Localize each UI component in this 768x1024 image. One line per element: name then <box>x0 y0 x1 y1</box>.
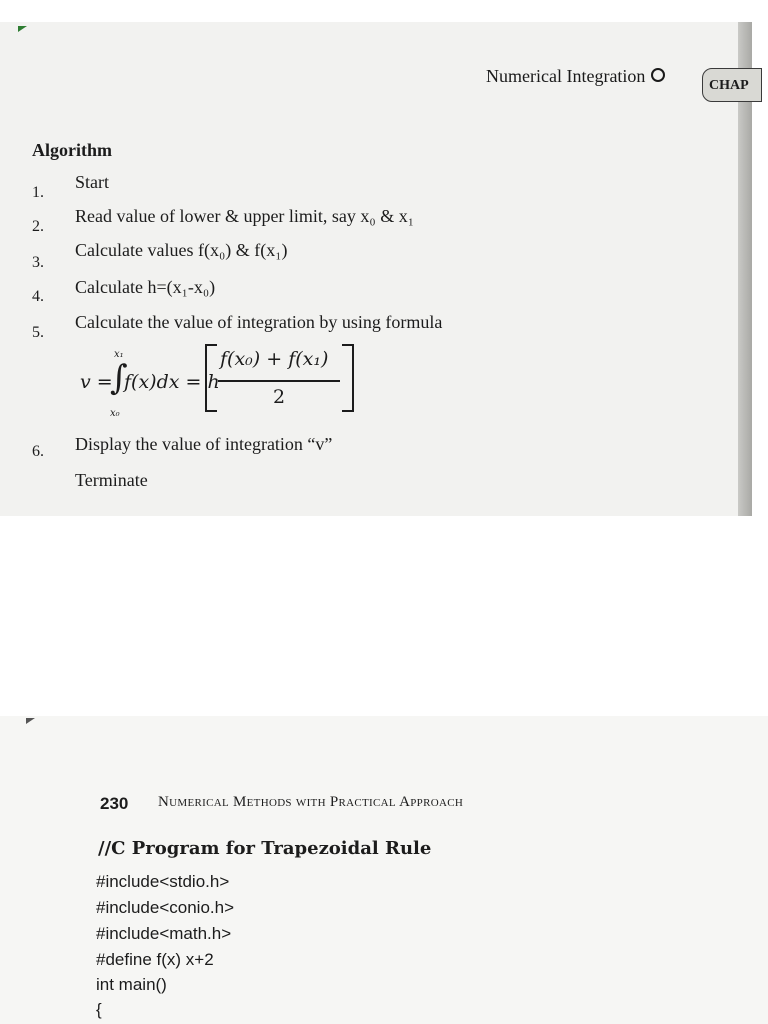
formula-upper-limit: x₁ <box>114 349 124 360</box>
fraction-bar <box>218 380 340 382</box>
trapezoidal-formula <box>80 338 370 428</box>
formula-integrand: f(x)dx = h <box>124 371 220 393</box>
step-number: 3. <box>32 254 44 271</box>
book-title: Numerical Methods with Practical Approach <box>158 794 464 810</box>
step-text: Read value of lower & upper limit, say x₀ & x₁ <box>75 206 414 226</box>
step-number: 2. <box>32 218 44 235</box>
code-line: #define f(x) x+2 <box>96 950 214 969</box>
step-text: Calculate values f(x₀) & f(x₁) <box>75 240 288 260</box>
page-number: 230 <box>100 794 129 813</box>
code-line: { <box>96 1000 102 1019</box>
step-number: 4. <box>32 288 44 305</box>
algorithm-title: Algorithm <box>32 140 112 160</box>
code-line: #include<conio.h> <box>96 898 235 917</box>
code-line: int main() <box>96 975 167 994</box>
formula-denominator: 2 <box>273 386 286 408</box>
running-head <box>486 66 665 87</box>
integral-sign: ∫ <box>110 358 128 398</box>
step-number: 5. <box>32 324 44 341</box>
step-text: Terminate <box>75 470 148 490</box>
circle-icon <box>651 68 665 82</box>
left-bracket <box>205 344 217 412</box>
formula-lhs: v = <box>80 371 113 393</box>
step-text: Display the value of integration “v” <box>75 434 333 454</box>
right-bracket <box>342 344 354 412</box>
step-number: 1. <box>32 184 44 201</box>
step-text: Calculate the value of integration by using formula <box>75 312 443 332</box>
step-number: 6. <box>32 443 44 460</box>
code-line: #include<stdio.h> <box>96 872 230 891</box>
formula-lower-limit: x₀ <box>110 408 120 419</box>
running-head-text: Numerical Integration <box>486 66 646 86</box>
corner-mark <box>18 26 27 32</box>
corner-mark <box>26 718 35 724</box>
step-text: Start <box>75 172 109 192</box>
code-line: #include<math.h> <box>96 924 232 943</box>
formula-numerator: f(x₀) + f(x₁) <box>220 348 329 370</box>
chapter-tab: CHAP <box>702 68 762 102</box>
step-text: Calculate h=(x₁-x₀) <box>75 277 216 297</box>
code-title: //C Program for Trapezoidal Rule <box>98 838 432 859</box>
